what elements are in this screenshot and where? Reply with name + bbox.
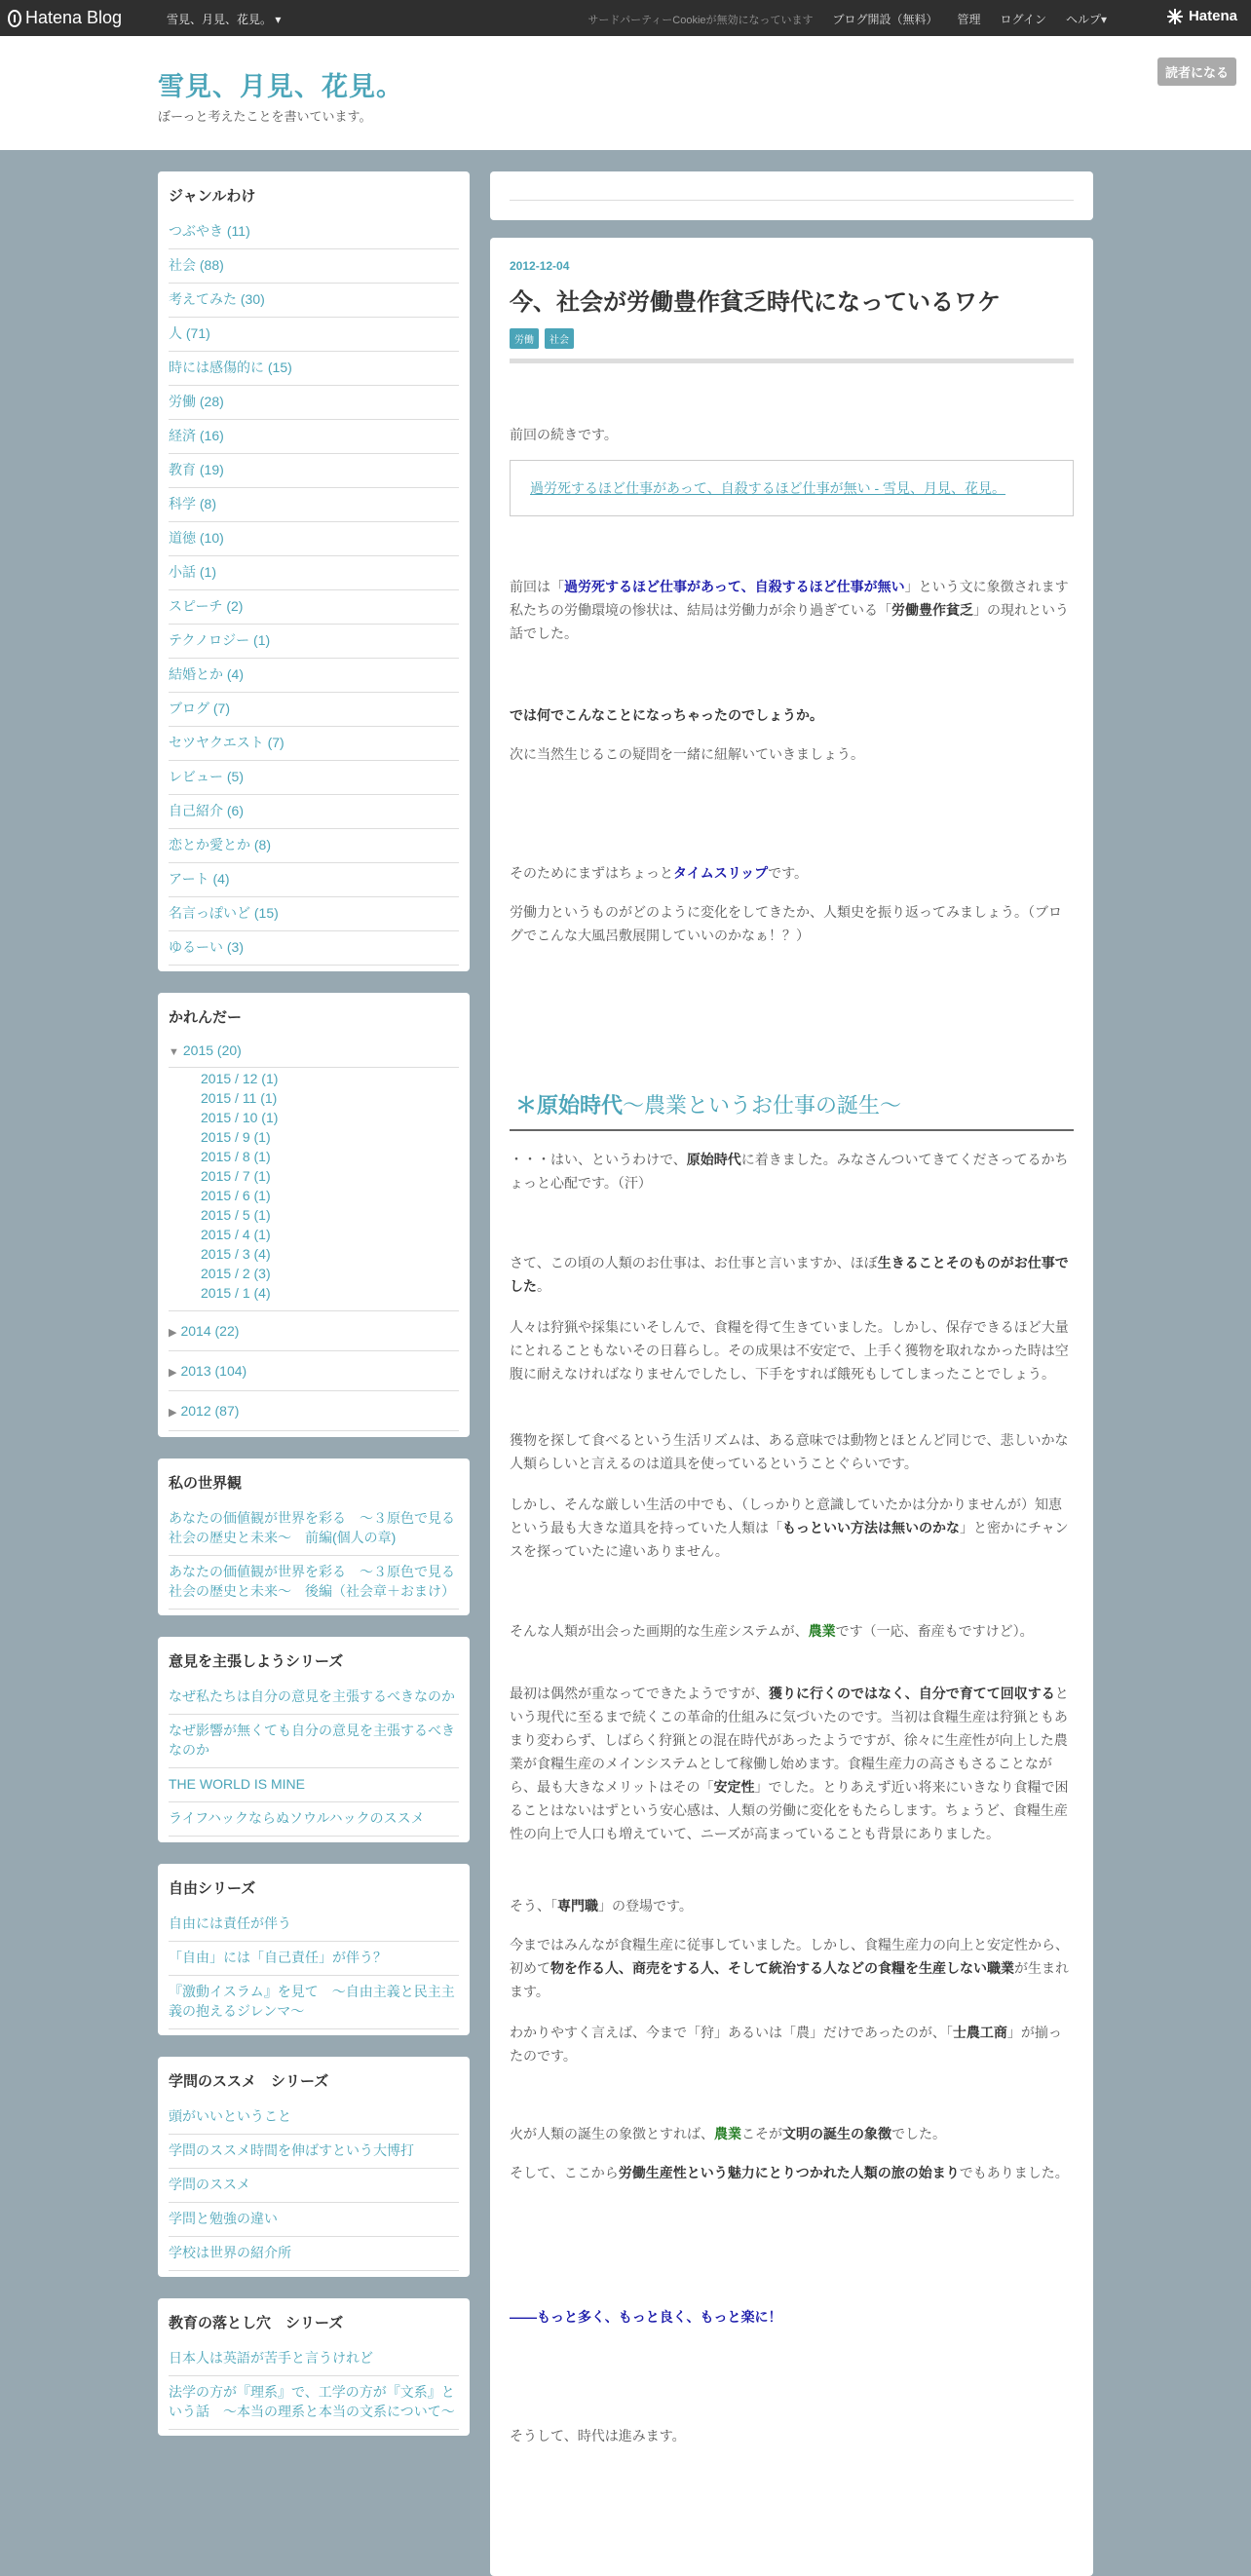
opinion-series-module [158, 1637, 470, 1842]
collapsed-triangle-icon: ▶ [169, 1407, 177, 1419]
blog-header [0, 36, 1251, 150]
paragraph: 最初は偶然が重なってできたようですが、獲りに行くのではなく、自分で育てて回収するという現代に至るまで続くこの革命的仕組みに気づいたのです。当初は食糧生産は狩猟ともあまり変わらず、しばらく狩猟との混在時代があったようですが、徐々に生産性が向上した農業が食糧生産のメインシステムとして稼働し始めます。食糧生産力の高さもさることながら、最も大きなメリットはその「安定性」でした。とりあえず近い将来にいきなり食糧で困ることはないはずという安心感は、人類の労働に変化をもたらします。ちょうど、食糧生産性の向上で人口も増えていて、ニーズが高まっていることも背景にありました。 [510, 1686, 1069, 1841]
study-series-module [158, 2057, 470, 2277]
expanded-triangle-icon: ▼ [169, 1046, 179, 1058]
category-link[interactable]: ゆるーい (3) [169, 931, 459, 966]
paragraph: 前回は「過労死するほど仕事があって、自殺するほど仕事が無い」という文に象徴されます私たちの労働環境の惨状は、結局は労働力が余り過ぎている「労働豊作貧乏」の現れという話でした。 [510, 579, 1069, 641]
calendar-module [158, 993, 470, 1437]
title-divider [510, 359, 1074, 363]
archive-month-link[interactable]: 2015 / 8 (1) [201, 1149, 271, 1164]
hatena-blog-logo[interactable] [8, 8, 122, 28]
category-link[interactable]: 結婚とか (4) [169, 659, 459, 693]
collapsed-triangle-icon: ▶ [169, 1327, 177, 1339]
paragraph: 次に当然生じるこの疑問を一緒に紐解いていきましょう。 [510, 746, 864, 762]
series-link[interactable]: 学問のススメ [169, 2169, 459, 2203]
category-link[interactable]: 経済 (16) [169, 420, 459, 454]
article [490, 238, 1093, 2576]
paragraph: 火が人類の誕生の象徴とすれば、農業こそが文明の誕生の象徴でした。 [510, 2126, 946, 2141]
category-link[interactable]: スピーチ (2) [169, 590, 459, 625]
blog-name-menu[interactable]: 雪見、月見、花見。 ▾ [167, 13, 282, 26]
subscribe-button[interactable]: 読者になる [1157, 57, 1236, 86]
category-link[interactable]: 労働 (28) [169, 386, 459, 420]
category-link[interactable]: 時には感傷的に (15) [169, 352, 459, 386]
series-link[interactable]: 学問のススメ時間を伸ばすという大博打 [169, 2135, 459, 2169]
login-link[interactable]: ログイン [1000, 13, 1046, 26]
series-link[interactable]: 自由には責任が伴う [169, 1908, 459, 1942]
link-card-wrapper [510, 460, 1074, 516]
archive-year-2014[interactable]: ▶ 2014 (22) [169, 1311, 459, 1351]
category-link[interactable]: 教育 (19) [169, 454, 459, 488]
series-link[interactable]: THE WORLD IS MINE [169, 1768, 459, 1802]
category-link[interactable]: 人 (71) [169, 318, 459, 352]
cookie-notice: サードパーティーCookieが無効になっています [588, 14, 814, 26]
category-link[interactable]: 名言っぽいど (15) [169, 897, 459, 931]
category-link[interactable]: 恋とか愛とか (8) [169, 829, 459, 863]
education-series-module [158, 2298, 470, 2436]
archive-month-link[interactable]: 2015 / 2 (3) [201, 1266, 271, 1281]
archive-month-link[interactable]: 2015 / 12 (1) [201, 1071, 279, 1086]
paragraph: そして、ここから労働生産性という魅力にとりつかれた人類の旅の始まりでもありました。 [510, 2165, 1069, 2180]
worldview-module [158, 1458, 470, 1615]
category-link[interactable]: セツヤクエスト (7) [169, 727, 459, 761]
entry-title[interactable]: 今、社会が労働豊作貧乏時代になっているワケ [510, 289, 1001, 316]
archive-month-link[interactable]: 2015 / 5 (1) [201, 1207, 271, 1223]
global-header [0, 0, 1251, 36]
divider [510, 200, 1074, 201]
paragraph: そのためにまずはちょっとタイムスリップです。 [510, 865, 809, 881]
category-link[interactable]: 小話 (1) [169, 556, 459, 590]
paragraph: そうして、時代は進みます。 [510, 2428, 686, 2443]
collapsed-triangle-icon: ▶ [169, 1367, 177, 1379]
module-title: 私の世界観 [169, 1475, 243, 1492]
paragraph: そんな人類が出会った画期的な生産システムが、農業です（一応、畜産もですけど）。 [510, 1623, 1034, 1639]
category-link[interactable]: 道徳 (10) [169, 522, 459, 556]
module-title: 意見を主張しようシリーズ [169, 1653, 344, 1670]
section-heading: ＊原始時代～農業というお仕事の誕生～ [510, 1089, 1074, 1131]
category-link[interactable]: つぶやき (11) [169, 215, 459, 249]
tag-society[interactable]: 社会 [545, 328, 574, 349]
paragraph: 労働力というものがどのように変化をしてきたか、人類史を振り返ってみましょう。（ブログでこんな大風呂敷展開していいのかなぁ！？） [510, 904, 1062, 943]
help-menu[interactable]: ヘルプ▾ [1065, 13, 1107, 26]
paragraph: 前回の続きです。 [510, 427, 618, 442]
series-link[interactable]: 学問と勉強の違い [169, 2203, 459, 2237]
paragraph: 獲物を探して食べるという生活リズムは、ある意味では動物とほとんど同じで、悲しいかな人類らしいと言えるのは道具を使っているということぐらいです。 [510, 1432, 1069, 1471]
series-link[interactable]: あなたの価値観が世界を彩る ～３原色で見る社会の歴史と未来～ 後編（社会章＋おまけ） [169, 1556, 459, 1610]
paragraph: 今まではみんなが食糧生産に従事していました。しかし、食糧生産力の向上と安定性から、初めて物を作る人、商売をする人、そして統治する人などの食糧を生産しない職業が生まれます。 [510, 1937, 1069, 1999]
category-link[interactable]: 考えてみた (30) [169, 284, 459, 318]
module-title: 教育の落とし穴 シリーズ [169, 2315, 344, 2331]
paragraph: そう、「専門職」の登場です。 [510, 1898, 693, 1913]
archive-month-link[interactable]: 2015 / 4 (1) [201, 1227, 271, 1242]
module-title: かれんだー [169, 1009, 243, 1026]
series-link[interactable]: 日本人は英語が苦手と言うけれど [169, 2342, 459, 2376]
open-blog-link[interactable]: ブログ開設（無料） [832, 13, 938, 26]
entry-tags [510, 328, 1074, 349]
entry-date[interactable]: 2012-12-04 [510, 259, 570, 273]
archive-month-link[interactable]: 2015 / 6 (1) [201, 1188, 271, 1203]
category-link[interactable]: 自己紹介 (6) [169, 795, 459, 829]
archive-month-link[interactable]: 2015 / 11 (1) [201, 1090, 278, 1106]
series-link[interactable]: 『激動イスラム』を見て ～自由主義と民主主義の抱えるジレンマ～ [169, 1976, 459, 2029]
category-link[interactable]: ブログ (7) [169, 693, 459, 727]
category-link[interactable]: 科学 (8) [169, 488, 459, 522]
paragraph: さて、この頃の人類のお仕事は、お仕事と言いますか、ほぼ生きることそのものがお仕事でした。 [510, 1255, 1069, 1294]
category-link[interactable]: テクノロジー (1) [169, 625, 459, 659]
paragraph: わかりやすく言えば、今まで「狩」あるいは「農」だけであったのが、「士農工商」が揃ったのです。 [510, 2025, 1062, 2064]
archive-month-link[interactable]: 2015 / 10 (1) [201, 1110, 279, 1125]
blog-title[interactable]: 雪見、月見、花見。 [158, 72, 403, 101]
freedom-series-module [158, 1864, 470, 2035]
embedded-link-card[interactable]: 過労死するほど仕事があって、自殺するほど仕事が無い - 雪見、月見、花見。 [510, 460, 1074, 516]
hatena-blog-icon [8, 10, 21, 27]
blog-description: ぼーっと考えたことを書いています。 [158, 109, 372, 124]
category-link[interactable]: レビュー (5) [169, 761, 459, 795]
archive-year-2015[interactable]: ▼ 2015 (20) [169, 1037, 459, 1068]
manage-link[interactable]: 管理 [957, 13, 981, 26]
genre-module [158, 171, 470, 971]
series-link[interactable]: あなたの価値観が世界を彩る ～３原色で見る社会の歴史と未来～ 前編(個人の章) [169, 1502, 459, 1556]
series-link[interactable]: なぜ私たちは自分の意見を主張するべきなのか [169, 1681, 459, 1715]
paragraph-bold: では何でこんなことになっちゃったのでしょうか。 [510, 707, 823, 723]
category-link[interactable]: 社会 (88) [169, 249, 459, 284]
sidebar [158, 171, 470, 2457]
archive-month-link[interactable]: 2015 / 9 (1) [201, 1129, 271, 1145]
module-title: 自由シリーズ [169, 1880, 256, 1897]
category-link[interactable]: アート (4) [169, 863, 459, 897]
module-title: 学問のススメ シリーズ [169, 2073, 329, 2090]
brand-label: Hatena Blog [25, 8, 123, 27]
archive-year-2013[interactable]: ▶ 2013 (104) [169, 1351, 459, 1391]
archive-month-link[interactable]: 2015 / 1 (4) [201, 1285, 271, 1301]
hatena-logo[interactable]: Hatena [1167, 8, 1237, 24]
archive-month-link[interactable]: 2015 / 3 (4) [201, 1246, 271, 1262]
series-link[interactable]: なぜ影響が無くても自分の意見を主張するべきなのか [169, 1715, 459, 1768]
archive-month-link[interactable]: 2015 / 7 (1) [201, 1168, 271, 1184]
top-module [490, 171, 1093, 220]
series-link[interactable]: 法学の方が『理系』で、工学の方が『文系』という話 ～本当の理系と本当の文系について～ [169, 2376, 459, 2430]
tag-labor[interactable]: 労働 [510, 328, 539, 349]
paragraph: ・・・はい、というわけで、原始時代に着きました。みなさんついてきてくださってるかちょっと心配です。（汗） [510, 1152, 1069, 1191]
main-content [490, 171, 1093, 2443]
slogan: ――もっと多く、もっと良く、もっと楽に！ [510, 2309, 782, 2325]
series-link[interactable]: 「自由」には「自己責任」が伴う？ [169, 1942, 459, 1976]
series-link[interactable]: 学校は世界の紹介所 [169, 2237, 459, 2271]
hatena-star-icon [1167, 9, 1183, 24]
paragraph: しかし、そんな厳しい生活の中でも、（しっかりと意識していたかは分かりませんが）知恵という最も大きな道具を持っていた人類は「もっといい方法は無いのかな」と密かにチャンスを探っていたに違いありません。 [510, 1496, 1069, 1559]
archive-year-2012[interactable]: ▶ 2012 (87) [169, 1391, 459, 1431]
series-link[interactable]: ライフハックならぬソウルハックのススメ [169, 1802, 459, 1837]
module-title: ジャンルわけ [169, 188, 256, 205]
paragraph: 人々は狩猟や採集にいそしんで、食糧を得て生きていました。しかし、保存できるほど大量にとれることもないその日暮らし。その成果は不安定で、上手く獲物を取れなかった時は空腹に耐えなければなりませんでしたし、下手をすれば餓死もしてしまったことでしょう。 [510, 1319, 1069, 1382]
series-link[interactable]: 頭がいいということ [169, 2101, 459, 2135]
